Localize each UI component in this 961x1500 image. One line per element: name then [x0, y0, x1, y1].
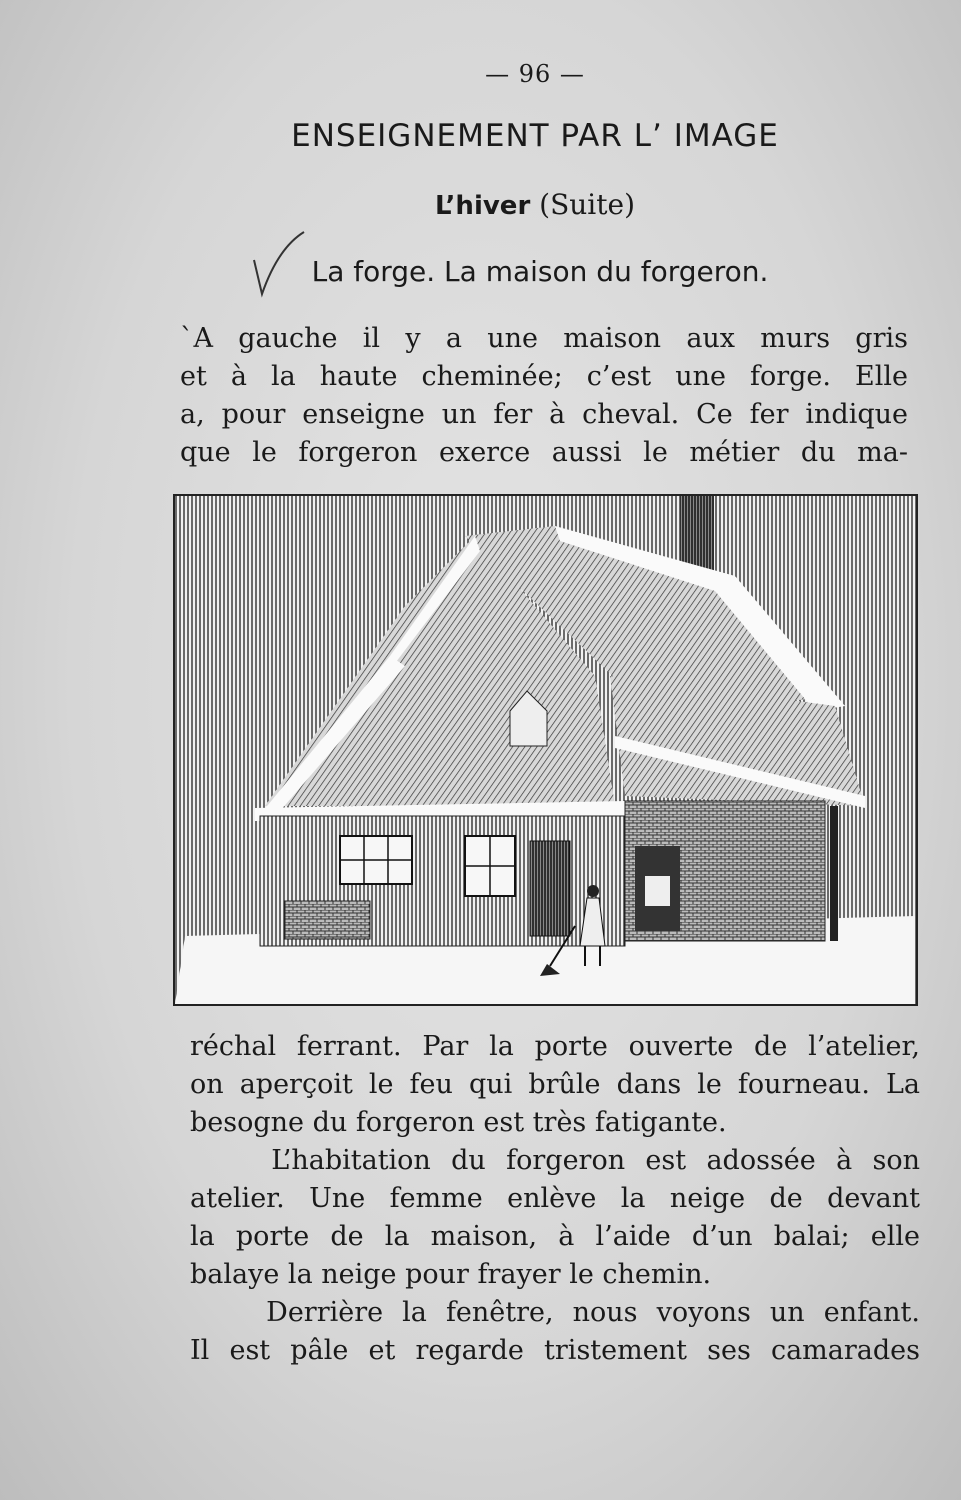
text-line: besogne du forgeron est très fatigante.	[190, 1107, 727, 1138]
text-line: atelier. Une femme enlève la neige de devant	[190, 1183, 920, 1214]
text-line: et à la haute cheminée; c’est une forge. Elle	[180, 361, 908, 392]
text-line: Il est pâle et regarde tristement ses camarades	[190, 1335, 920, 1366]
paragraph-bottom	[190, 1028, 920, 1370]
paragraph-top	[180, 320, 908, 472]
text-line: réchal ferrant. Par la porte ouverte de l’atelier,	[190, 1031, 920, 1062]
text-line: la porte de la maison, à l’aide d’un balai; elle	[190, 1221, 920, 1252]
page-heading: ENSEIGNEMENT PAR L’ IMAGE	[291, 118, 779, 154]
lesson-subheading	[0, 188, 961, 221]
engraving-image	[175, 496, 916, 1004]
text-line: Derrière la fenêtre, nous voyons un enfant.	[190, 1297, 920, 1328]
subheading-bold: L’hiver	[434, 191, 531, 221]
page-number: — 96 —	[485, 60, 585, 88]
forge-illustration	[173, 494, 918, 1006]
text-line: que le forgeron exerce aussi le métier du ma-	[180, 437, 908, 468]
text-line: a, pour enseigne un fer à cheval. Ce fer indique	[180, 399, 908, 430]
subheading-rest: (Suite)	[539, 188, 636, 221]
text-line: on aperçoit le feu qui brûle dans le fourneau. La	[190, 1069, 920, 1100]
section-title: La forge. La maison du forgeron.	[311, 255, 769, 288]
text-line: `A gauche il y a une maison aux murs gris	[180, 323, 908, 354]
text-line: balaye la neige pour frayer le chemin.	[190, 1259, 712, 1290]
text-line: L’habitation du forgeron est adossée à son	[190, 1145, 920, 1176]
